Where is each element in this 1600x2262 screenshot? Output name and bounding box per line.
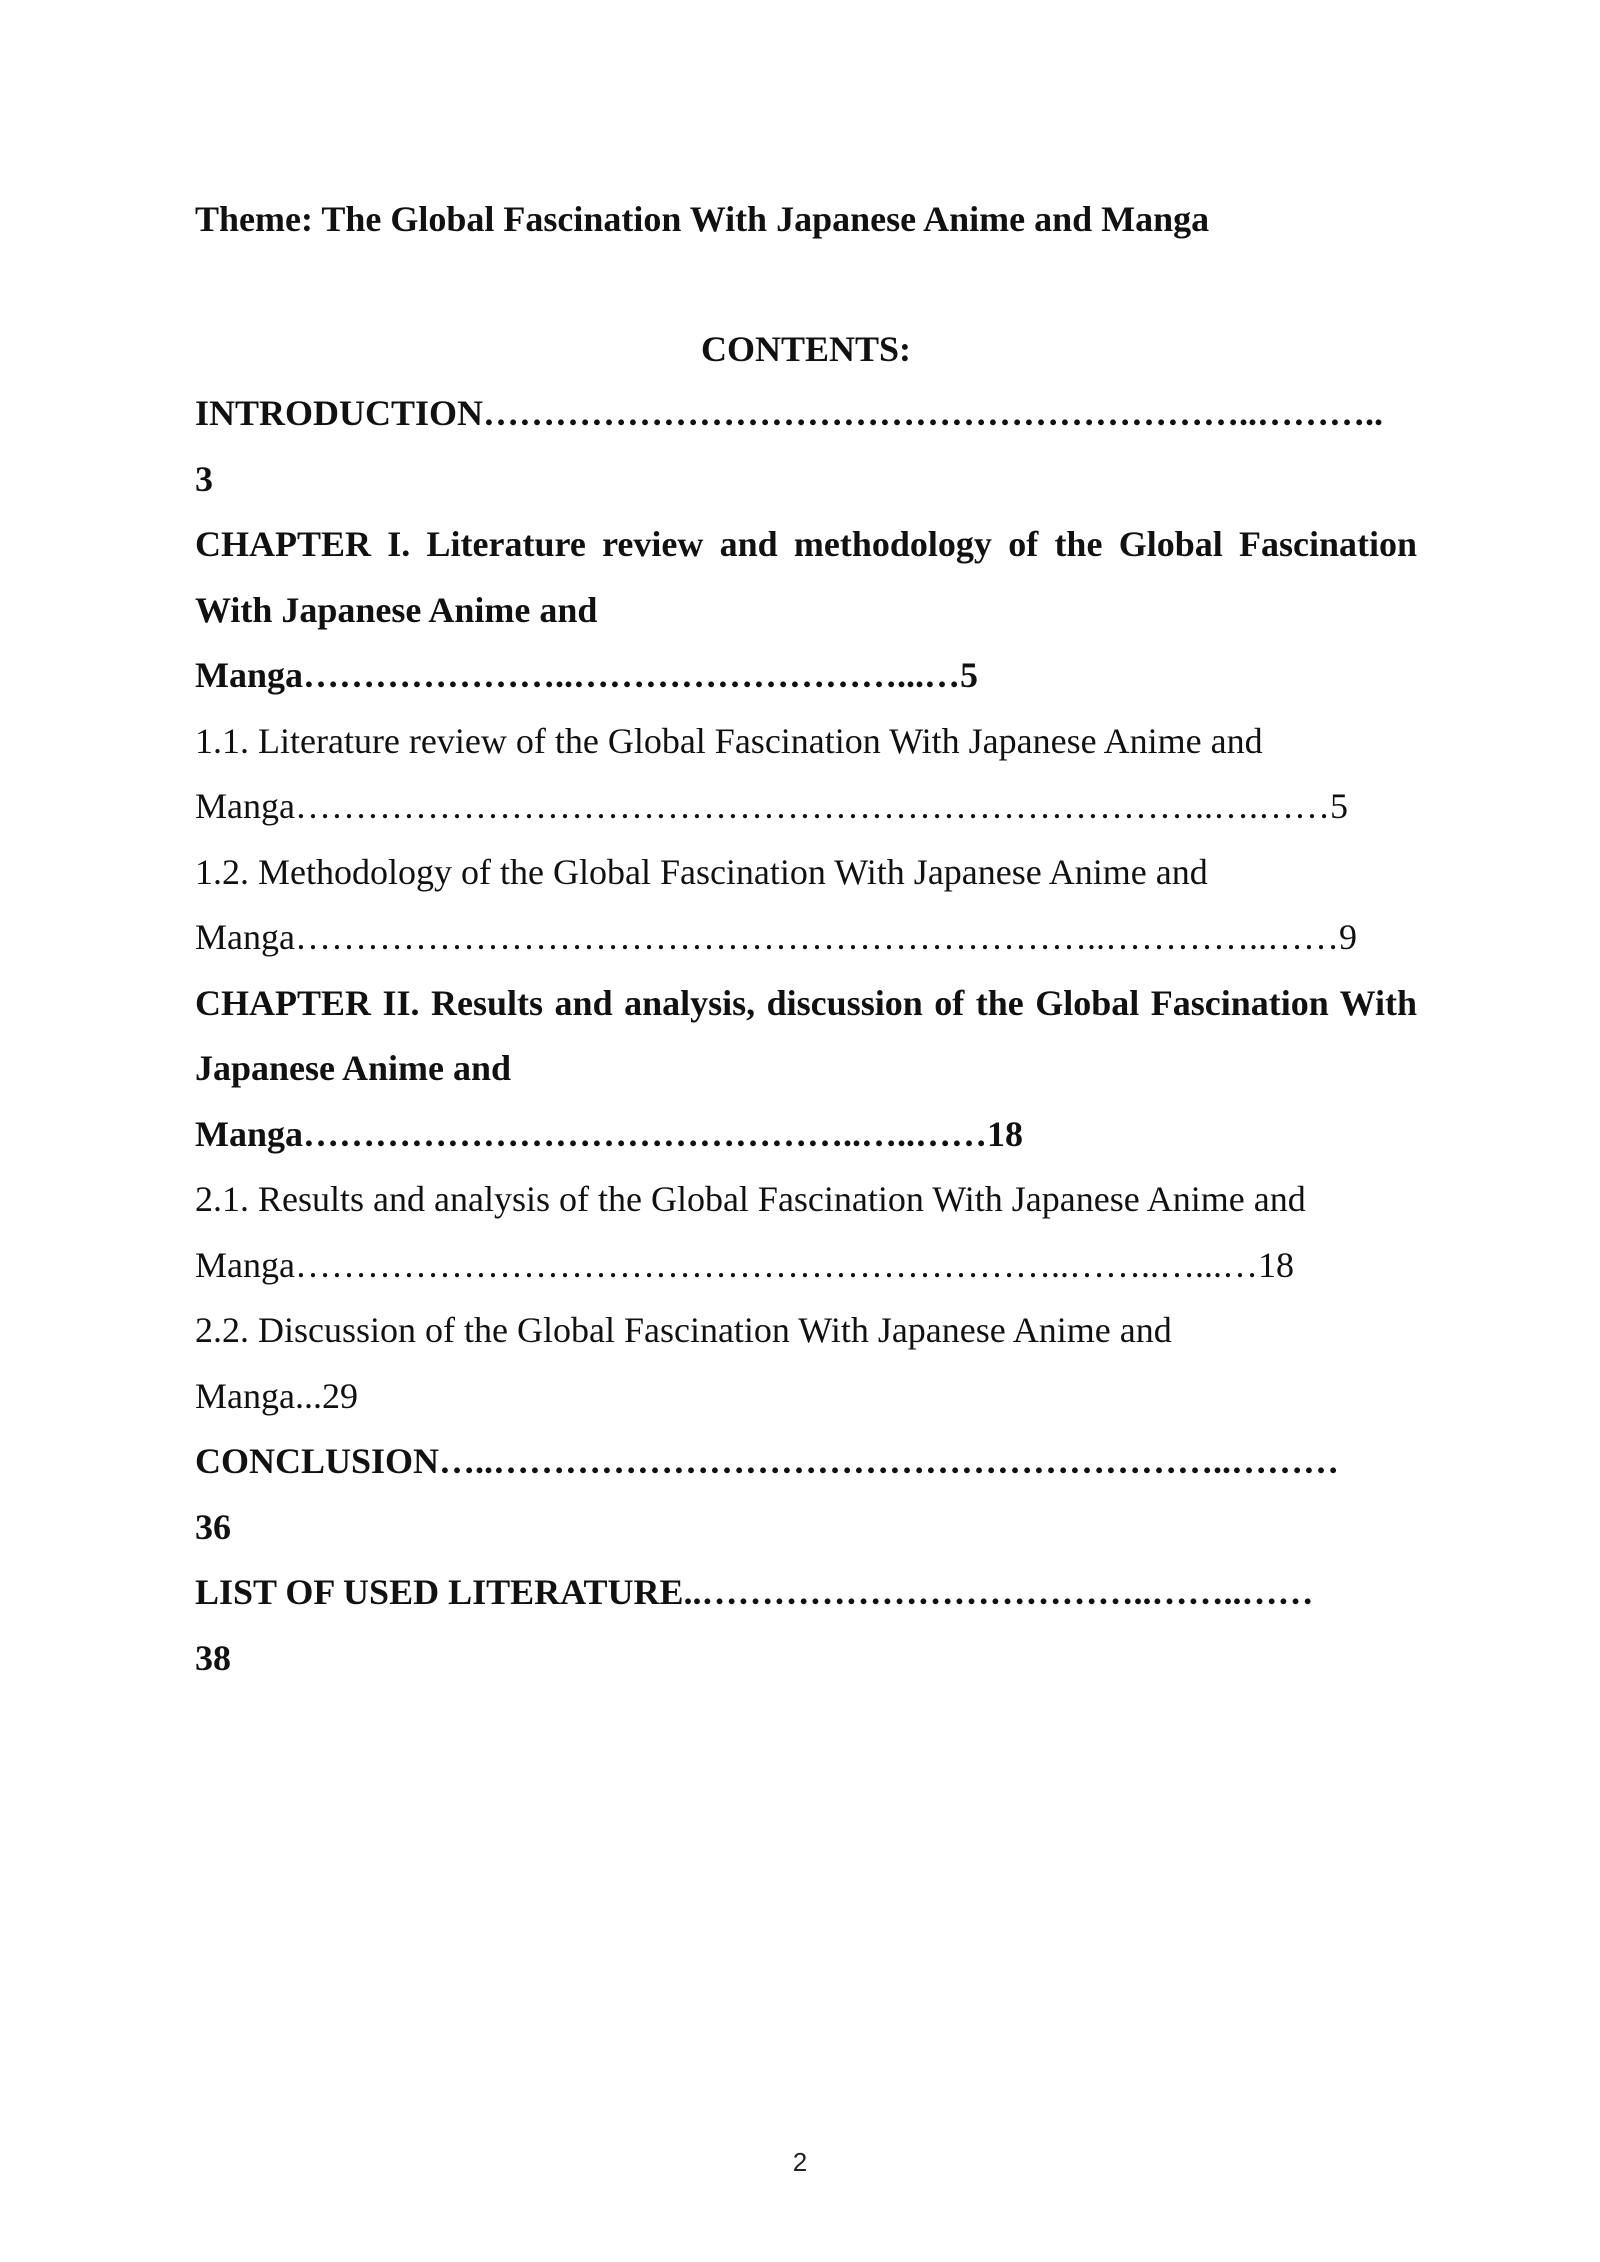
toc-entry-page: 38 <box>195 1637 231 1678</box>
toc-entry-last-line: Manga………………………………………………………..……..…...…18 <box>195 1244 1294 1285</box>
toc-entry-page: 36 <box>195 1506 231 1547</box>
toc-entry-chapter-2[interactable] <box>195 971 1417 1168</box>
toc-entry-line: With Japanese Anime and <box>195 589 598 630</box>
toc-entry-line: With Japanese Anime and <box>195 982 1417 1088</box>
toc-entry-last-line: Manga………………………………………..…..……18 <box>195 1113 1023 1154</box>
page-number: 2 <box>792 2147 808 2177</box>
toc-entry-1-1[interactable] <box>195 709 1417 840</box>
toc-entry-literature[interactable] <box>195 1560 1417 1691</box>
toc-entry-last-line: Manga…………………………………………………………………..….……5 <box>195 786 1348 826</box>
toc-entry-line: 1.2. Methodology of the Global Fascination With Japanese Anime and <box>195 851 1208 892</box>
toc-entry-line: 2.2. Discussion of the Global Fascination With Japanese Anime and <box>195 1310 1172 1350</box>
toc-entry-page: 3 <box>195 458 213 499</box>
toc-entry-line: CHAPTER II. Results and analysis, discussion of the Global Fascination <box>195 982 1329 1023</box>
table-of-contents <box>195 381 1417 1691</box>
contents-heading: CONTENTS: <box>700 329 912 369</box>
toc-entry-line: INTRODUCTION………………………………………………………..……….. <box>195 393 1384 433</box>
toc-entry-2-2[interactable] <box>195 1298 1417 1429</box>
toc-entry-line: 2.1. Results and analysis of the Global Fascination With Japanese Anime and <box>195 1179 1306 1219</box>
toc-entry-chapter-1[interactable] <box>195 512 1417 709</box>
toc-entry-line: LIST OF USED LITERATURE..………………………………..……..…… <box>195 1572 1314 1612</box>
toc-entry-line: CHAPTER I. Literature review and methodology of the Global Fascination <box>195 524 1417 564</box>
toc-entry-line: CONCLUSION…..……………………………………………………..……… <box>195 1441 1340 1481</box>
toc-entry-conclusion[interactable] <box>195 1429 1417 1560</box>
toc-entry-last-line: Manga…………………………………………………………..…………..……9 <box>195 917 1357 957</box>
toc-entry-line: 1.1. Literature review of the Global Fascination With Japanese Anime and <box>195 720 1263 761</box>
toc-entry-introduction[interactable] <box>195 381 1417 512</box>
theme-title: Theme: The Global Fascination With Japanese Anime and Manga <box>195 199 1210 239</box>
toc-entry-last-line: Manga…………………..………………………...…5 <box>195 655 978 695</box>
toc-entry-1-2[interactable] <box>195 840 1417 971</box>
toc-entry-last-line: Manga...29 <box>195 1375 358 1416</box>
toc-entry-2-1[interactable] <box>195 1167 1417 1298</box>
